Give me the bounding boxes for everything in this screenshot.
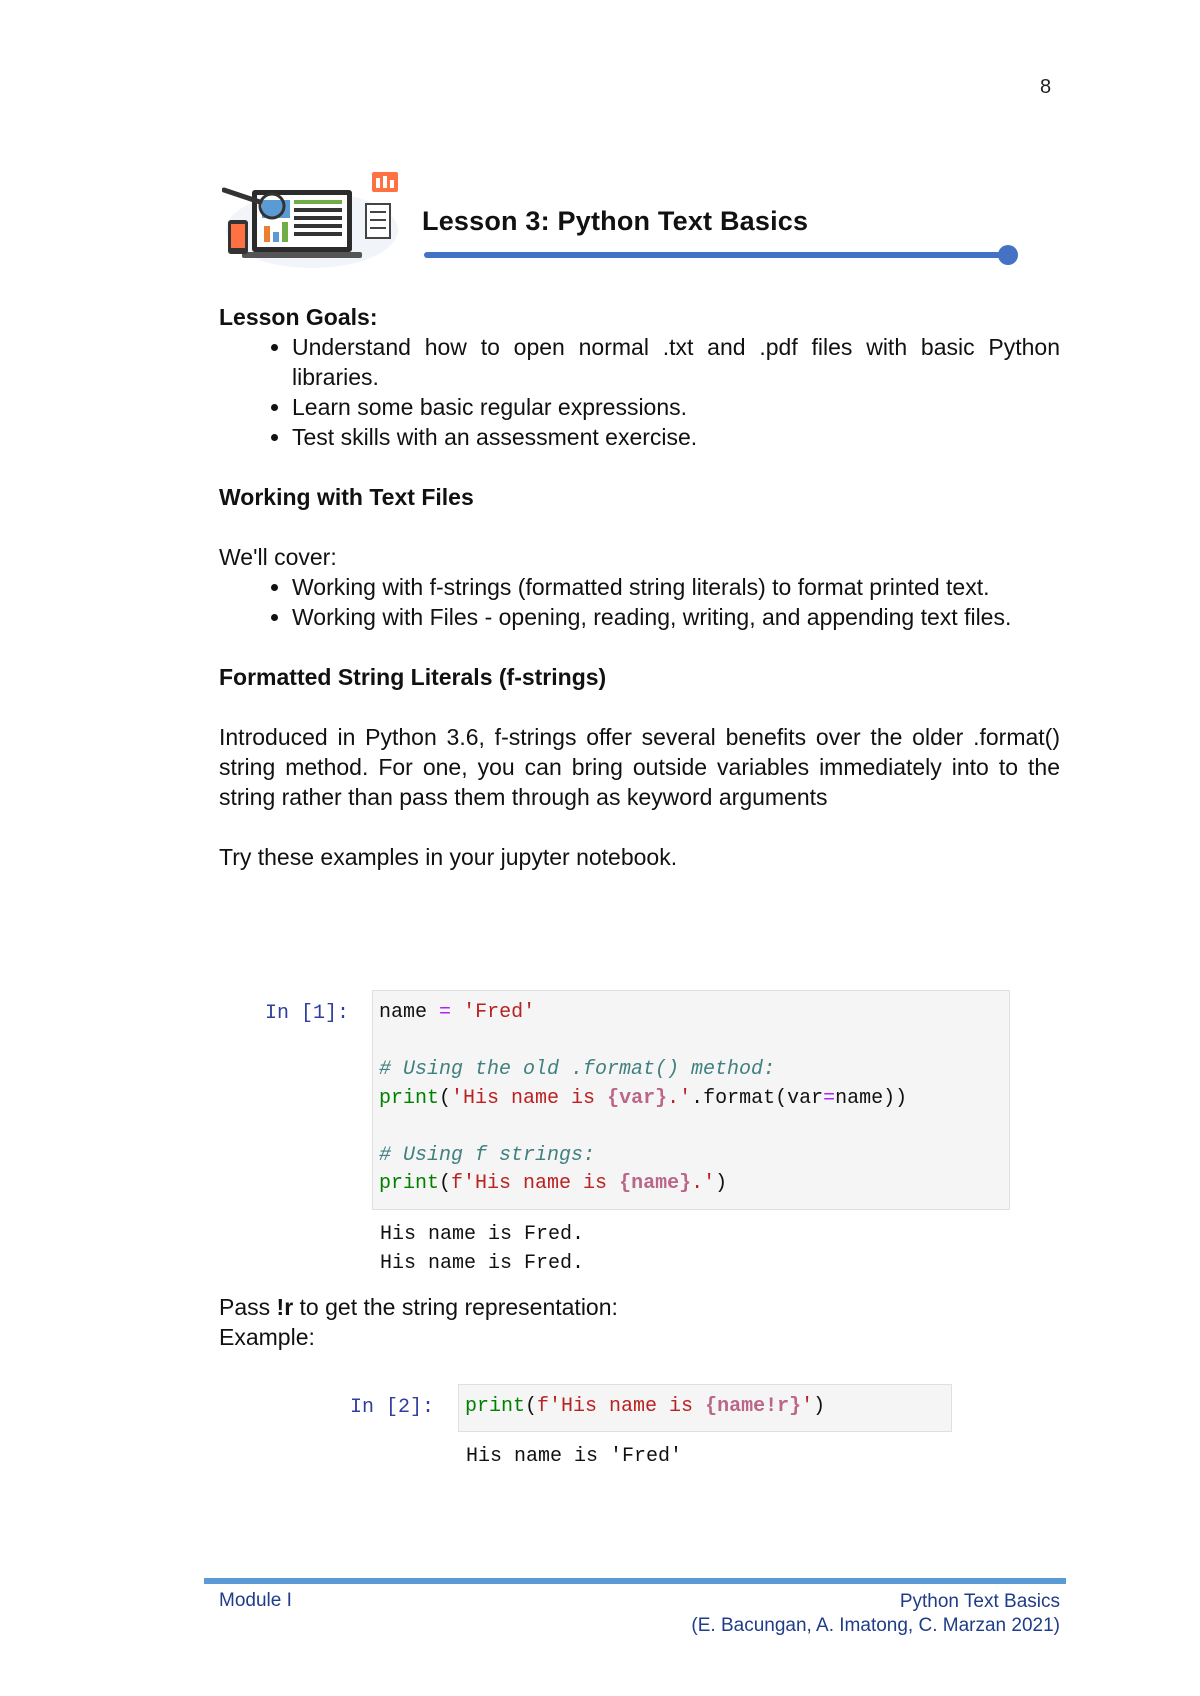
cell2-output: His name is 'Fred' [466, 1445, 683, 1468]
footer-rule [204, 1578, 1066, 1584]
output-line: His name is Fred. [380, 1223, 585, 1246]
goals-list [219, 332, 1060, 452]
cell2-code[interactable] [458, 1384, 952, 1432]
title-underline-dot [998, 245, 1018, 265]
lesson-illustration-icon [222, 170, 408, 270]
footer-authors: (E. Bacungan, A. Imatong, C. Marzan 2021) [691, 1615, 1060, 1636]
code-line: print(f'His name is {name}.') [379, 1172, 728, 1195]
working-list [219, 572, 1060, 632]
goals-heading: Lesson Goals: [219, 304, 378, 330]
working-item: • Working with f-strings (formatted string literals) to format printed text. [292, 572, 1060, 602]
code-comment: # Using the old .format() method: [379, 1058, 776, 1081]
footer-citation [691, 1590, 1060, 1638]
lesson-title: Lesson 3: Python Text Basics [422, 206, 809, 236]
cell1-prompt: In [1]: [265, 1002, 350, 1025]
cell2-prompt: In [2]: [350, 1396, 435, 1419]
cell1-output [380, 1221, 584, 1278]
output-line: His name is Fred. [380, 1251, 585, 1275]
try-examples-text: Try these examples in your jupyter notebook. [219, 844, 678, 870]
footer-title: Python Text Basics [899, 1591, 1060, 1612]
goal-item: • Understand how to open normal .txt and .pdf files with basic Python libraries. [292, 332, 1060, 392]
code-line: print('His name is {var}.'.format(var=name)) [379, 1086, 908, 1110]
working-item: • Working with Files - opening, reading, writing, and appending text files. [292, 602, 1060, 632]
fstrings-heading: Formatted String Literals (f-strings) [219, 664, 607, 690]
goal-item: • Test skills with an assessment exercise. [292, 422, 1060, 452]
document-body [219, 302, 1060, 872]
example-label: Example: [219, 1324, 315, 1350]
code-comment: # Using f strings: [379, 1143, 596, 1167]
pass-r-text: Pass !r to get the string representation: Example: [219, 1294, 618, 1350]
title-underline [424, 252, 1008, 258]
goal-item: • Learn some basic regular expressions. [292, 392, 1060, 422]
footer-module: Module I [219, 1590, 292, 1611]
working-intro: We'll cover: [219, 544, 337, 570]
page-number: 8 [1040, 76, 1052, 98]
fstrings-paragraph: Introduced in Python 3.6, f-strings offer several benefits over the older .format() string method. For one, you can bring outside variables immediately into to the string rather than pass them through as keyword arguments [219, 724, 1060, 810]
working-heading: Working with Text Files [219, 484, 474, 510]
code-line: print(f'His name is {name!r}') [465, 1395, 826, 1418]
code-line: name = 'Fred' [379, 1001, 536, 1024]
cell1-code[interactable] [372, 990, 1010, 1210]
